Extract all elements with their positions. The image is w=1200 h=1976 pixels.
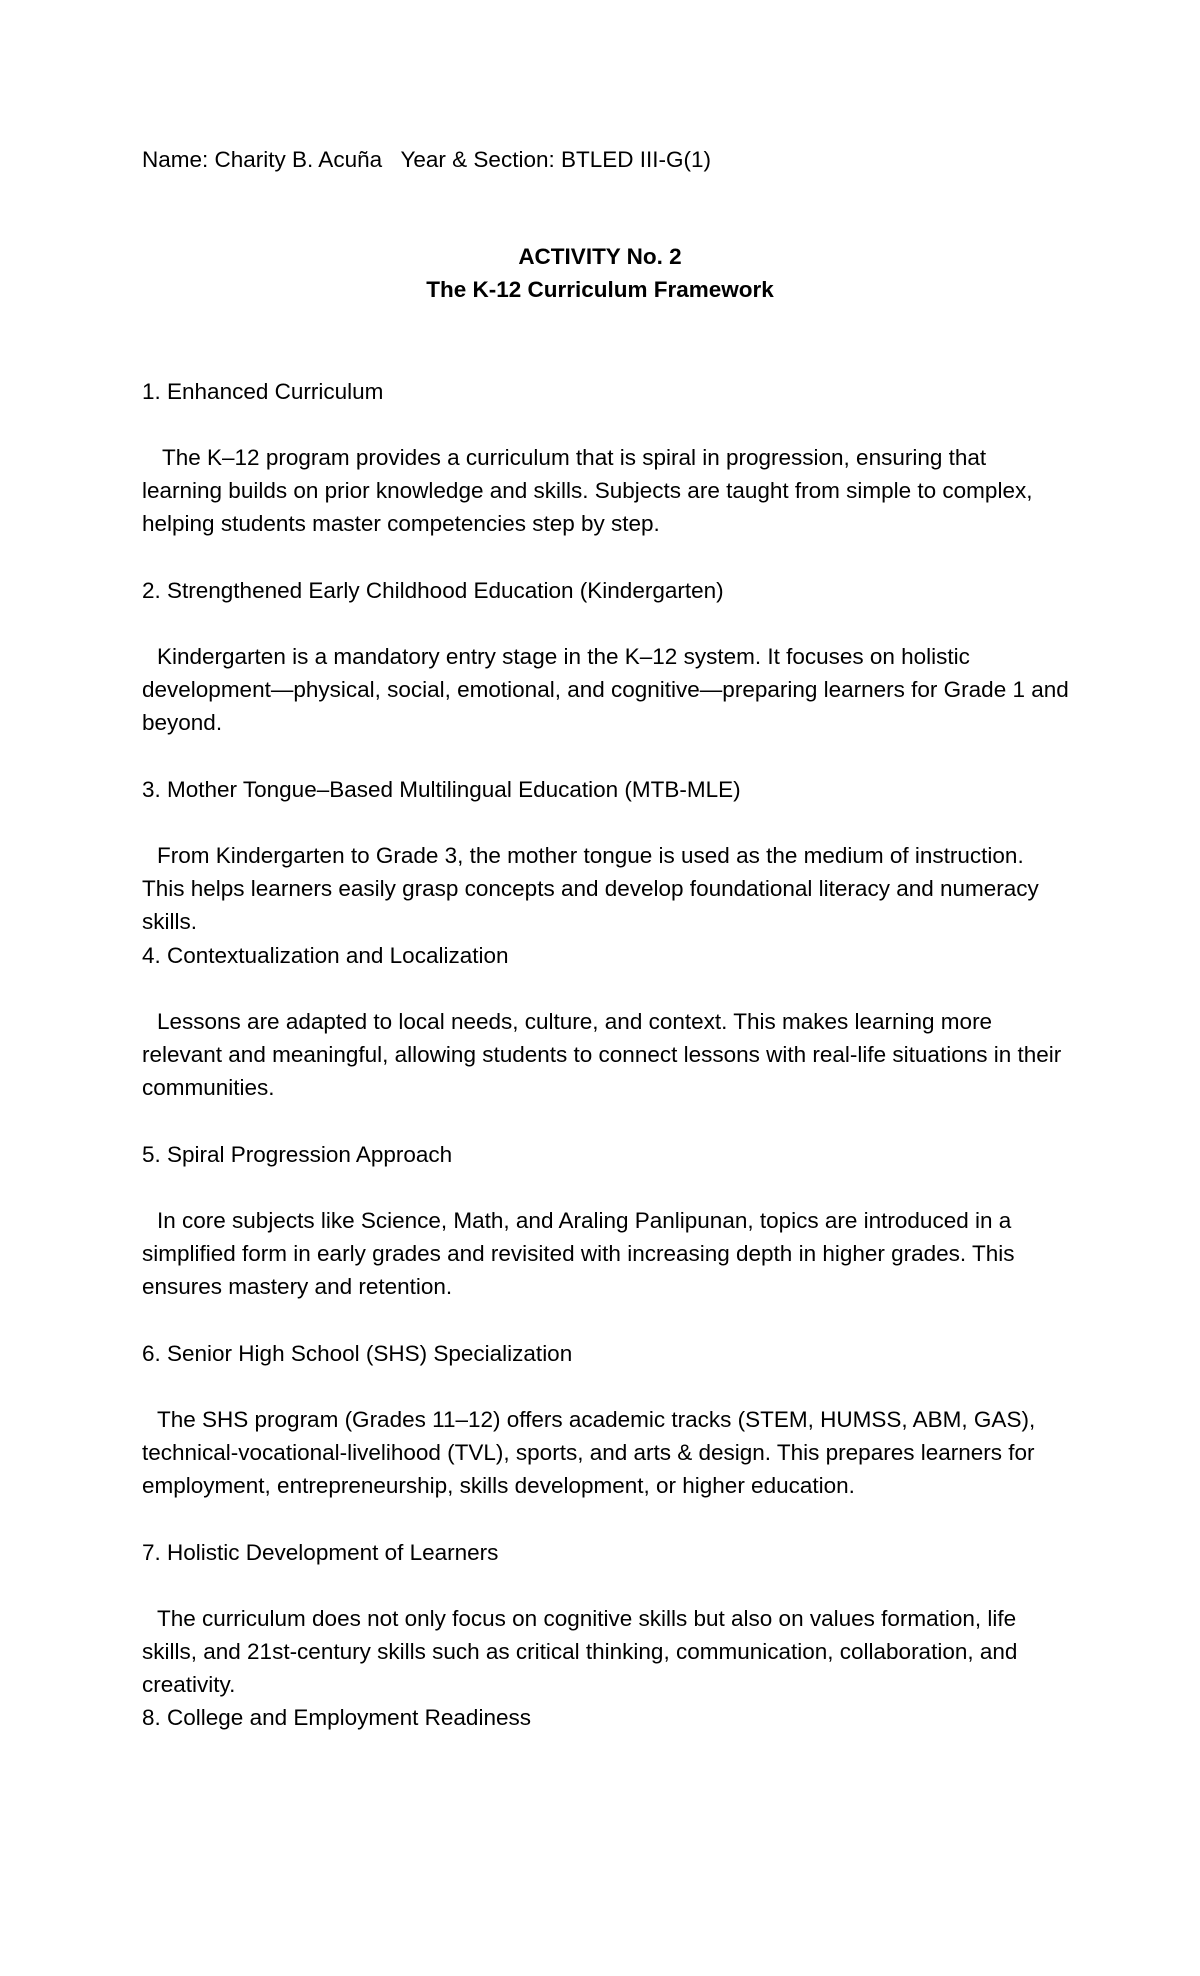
section-heading-8: 8. College and Employment Readiness <box>142 1705 531 1730</box>
section-heading-2: 2. Strengthened Early Childhood Education (Kindergarten) <box>142 578 724 603</box>
name-and-section-line: Name: Charity B. Acuña Year & Section: BTLED III-G(1) <box>142 147 711 172</box>
section-heading-1: 1. Enhanced Curriculum <box>142 379 384 404</box>
section-body-2: Kindergarten is a mandatory entry stage in the K–12 system. It focuses on holistic development—physical, social, emotional, and cognitive—preparing learners for Grade 1 and beyond. <box>142 644 1069 735</box>
section-heading-7: 7. Holistic Development of Learners <box>142 1540 499 1565</box>
section-body-1: The K–12 program provides a curriculum that is spiral in progression, ensuring that learning builds on prior knowledge and skills. Subjects are taught from simple to complex, helping students master competencies step by step. <box>142 445 1033 536</box>
activity-subtitle: The K-12 Curriculum Framework <box>426 277 774 302</box>
section-body-4: Lessons are adapted to local needs, culture, and context. This makes learning more relevant and meaningful, allowing students to connect lessons with real-life situations in their communities. <box>142 1009 1062 1100</box>
activity-title: ACTIVITY No. 2 <box>518 244 682 269</box>
section-heading-4: 4. Contextualization and Localization <box>142 943 509 968</box>
section-body-5: In core subjects like Science, Math, and Araling Panlipunan, topics are introduced in a simplified form in early grades and revisited with increasing depth in higher grades. This ensures mastery and retention. <box>142 1208 1015 1299</box>
section-body-3: From Kindergarten to Grade 3, the mother tongue is used as the medium of instruction. This helps learners easily grasp concepts and develop foundational literacy and numeracy skills. <box>142 843 1039 934</box>
section-body-7: The curriculum does not only focus on cognitive skills but also on values formation, life skills, and 21st-century skills such as critical thinking, communication, collaboration, and creativity. <box>142 1606 1018 1697</box>
section-heading-6: 6. Senior High School (SHS) Specialization <box>142 1341 573 1366</box>
section-heading-3: 3. Mother Tongue–Based Multilingual Education (MTB-MLE) <box>142 777 741 802</box>
section-body-6: The SHS program (Grades 11–12) offers academic tracks (STEM, HUMSS, ABM, GAS), technical-vocational-livelihood (TVL), sports, and arts & design. This prepares learners for employment, entrepreneurship, skills development, or higher education. <box>142 1407 1036 1498</box>
section-heading-5: 5. Spiral Progression Approach <box>142 1142 453 1167</box>
